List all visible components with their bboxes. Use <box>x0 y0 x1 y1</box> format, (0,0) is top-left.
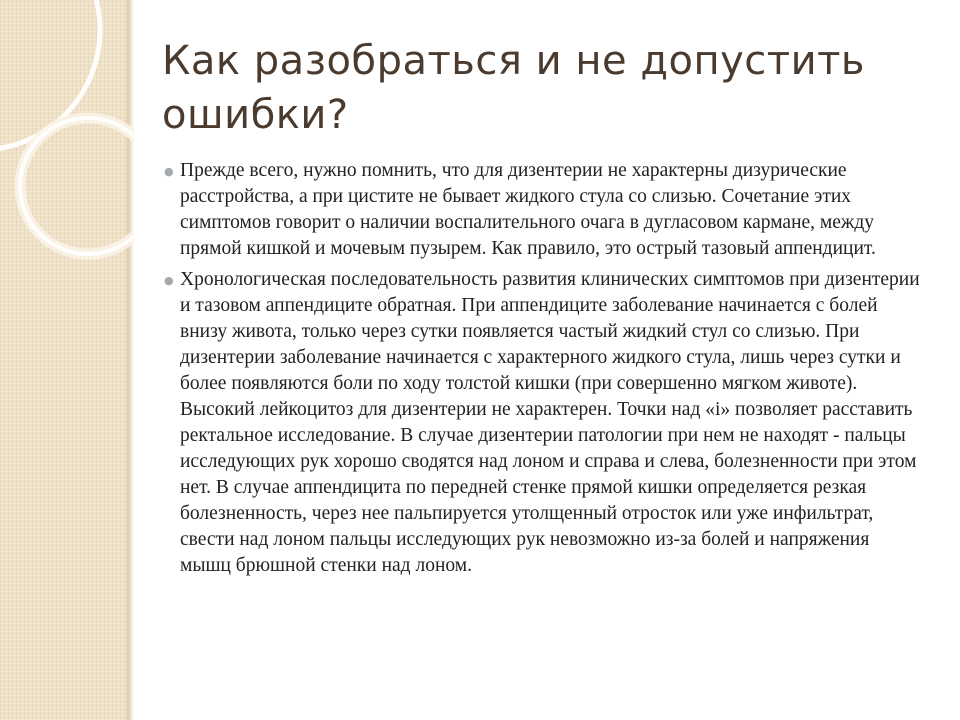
bullet-marker-icon: ● <box>164 274 174 287</box>
bullet-text-2: Хронологическая последовательность развития клинических симптомов при дизентерии и тазовом аппендиците обратная. При аппендиците заболевание начинается с болей внизу живота, только через сутки появляется частый жидкий стул со слизью. При дизентерии заболевание начинается с характерного жидкого стула, лишь через сутки и более появляются боли по ходу толстой кишки (при совершенно мягком животе). Высокий лейкоцитоз для дизентерии не характерен. Точки над «i» позволяет расставить ректальное исследование. В случае дизентерии патологии при нем не находят - пальцы исследующих рук хорошо сводятся над лоном и справа и слева, болезненности при этом нет. В случае аппендицита по передней стенке прямой кишки определяется резкая болезненность, через нее пальпируется утолщенный отросток или уже инфильтрат, свести над лоном пальцы исследующих рук невозможно из-за болей и напряжения мышц брюшной стенки над лоном. <box>180 269 920 576</box>
bullet-list <box>162 158 922 584</box>
decorative-arcs <box>0 0 134 720</box>
slide-title: Как разобраться и не допустить ошибки? <box>162 38 865 138</box>
bullet-text-1: Прежде всего, нужно помнить, что для дизентерии не характерны дизурические расстройства, а при цистите не бывает жидкого стула со слизью. Сочетание этих симптомов говорит о наличии воспалительного очага в дугласовом кармане, между прямой кишкой и мочевым пузырем. Как правило, это острый тазовый аппендицит. <box>180 160 876 259</box>
bullet-marker-icon: ● <box>164 165 174 178</box>
bullet-item-2 <box>162 267 922 579</box>
decorative-arc-small-inner <box>20 118 134 254</box>
bullet-item-1 <box>162 158 922 262</box>
